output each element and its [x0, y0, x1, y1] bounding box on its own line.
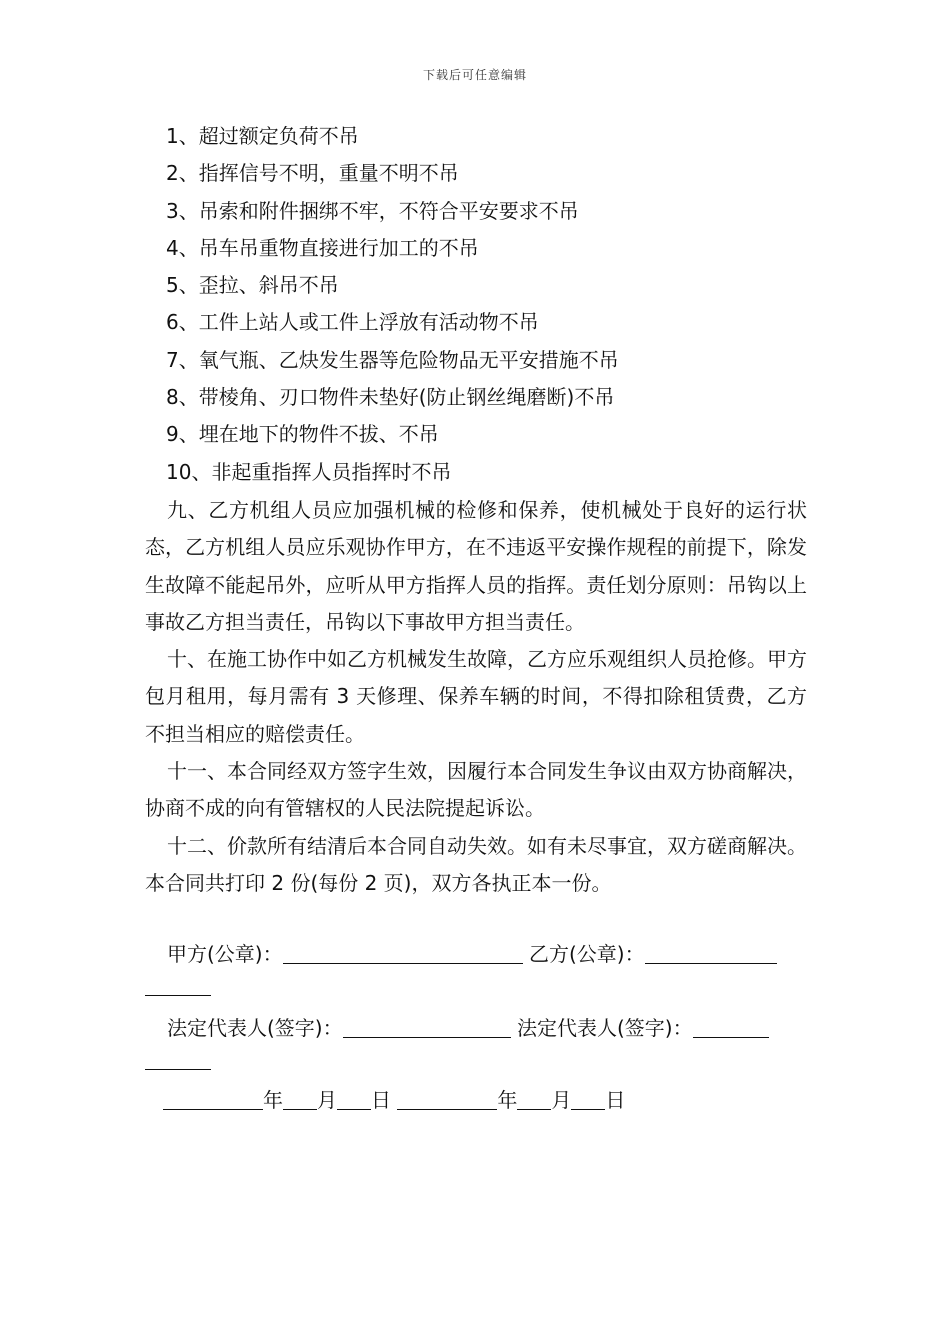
party-a-seal-blank[interactable]: [283, 941, 523, 964]
date-a-year-blank[interactable]: [163, 1087, 263, 1110]
date-b-day-label: 日: [605, 1088, 626, 1112]
clause-9: 九、乙方机组人员应加强机械的检修和保养，使机械处于良好的运行状态，乙方机组人员应乐观协作甲方，在不违返平安操作规程的前提下，除发生故障不能起吊外，应听从甲方指挥人员的指挥。责任划分原则：吊钩以上事故乙方担当责任，吊钩以下事故甲方担当责任。: [145, 498, 807, 634]
date-b-month-label: 月: [551, 1088, 572, 1112]
list-item: 5、歪拉、斜吊不吊: [166, 273, 339, 298]
page-header-note: 下载后可任意编辑: [422, 68, 527, 82]
rep-b-label: 法定代表人(签字)：: [516, 1016, 693, 1040]
list-item: 2、指挥信号不明，重量不明不吊: [166, 161, 459, 186]
date-a-day-blank[interactable]: [337, 1087, 371, 1110]
date-a-month-label: 月: [317, 1088, 337, 1112]
rep-a-label: 法定代表人(签字)：: [167, 1016, 343, 1040]
date-a-year-label: 年: [263, 1088, 283, 1112]
list-item: 3、吊索和附件捆绑不牢，不符合平安要求不吊: [166, 198, 579, 223]
rep-b-signature-blank[interactable]: [693, 1015, 769, 1038]
rep-b-signature-blank-continued[interactable]: [145, 1047, 211, 1070]
representative-signature-row: [145, 1010, 807, 1070]
date-a-day-label: 日: [371, 1088, 391, 1112]
date-a-month-blank[interactable]: [283, 1087, 317, 1110]
clause-12: 十二、价款所有结清后本合同自动失效。如有未尽事宜，双方磋商解决。本合同共打印 2 份(每份 2 页)，双方各执正本一份。: [145, 833, 807, 895]
list-item: 4、吊车吊重物直接进行加工的不吊: [166, 235, 479, 260]
party-a-seal-label: 甲方(公章)：: [167, 942, 283, 966]
date-b-year-label: 年: [497, 1088, 518, 1112]
seal-signature-row: [145, 936, 807, 996]
date-b-month-blank[interactable]: [517, 1087, 551, 1110]
party-b-seal-blank-continued[interactable]: [145, 973, 211, 996]
list-item: 6、工件上站人或工件上浮放有活动物不吊: [166, 310, 539, 335]
list-item: 1、超过额定负荷不吊: [166, 124, 359, 148]
party-b-seal-label: 乙方(公章)：: [528, 942, 645, 966]
list-item: 10、非起重指挥人员指挥时不吊: [166, 459, 452, 484]
contract-clauses: [145, 492, 807, 902]
list-item: 7、氧气瓶、乙炔发生器等危险物品无平安措施不吊: [166, 347, 619, 372]
party-b-seal-blank[interactable]: [645, 941, 777, 964]
clause-10: 十、在施工协作中如乙方机械发生故障，乙方应乐观组织人员抢修。甲方包月租用，每月需有 3 天修理、保养车辆的时间，不得扣除租赁费，乙方不担当相应的赔偿责任。: [145, 647, 807, 746]
clause-11: 十一、本合同经双方签字生效，因履行本合同发生争议由双方协商解决，协商不成的向有管辖权的人民法院提起诉讼。: [145, 759, 807, 821]
date-b-day-blank[interactable]: [571, 1087, 605, 1110]
list-item: 9、埋在地下的物件不拔、不吊: [166, 422, 439, 447]
prohibition-list: [166, 118, 619, 491]
date-row: [145, 1082, 807, 1119]
rep-a-signature-blank[interactable]: [343, 1015, 511, 1038]
list-item: 8、带棱角、刃口物件未垫好(防止钢丝绳磨断)不吊: [166, 385, 615, 410]
date-b-year-blank[interactable]: [397, 1087, 497, 1110]
